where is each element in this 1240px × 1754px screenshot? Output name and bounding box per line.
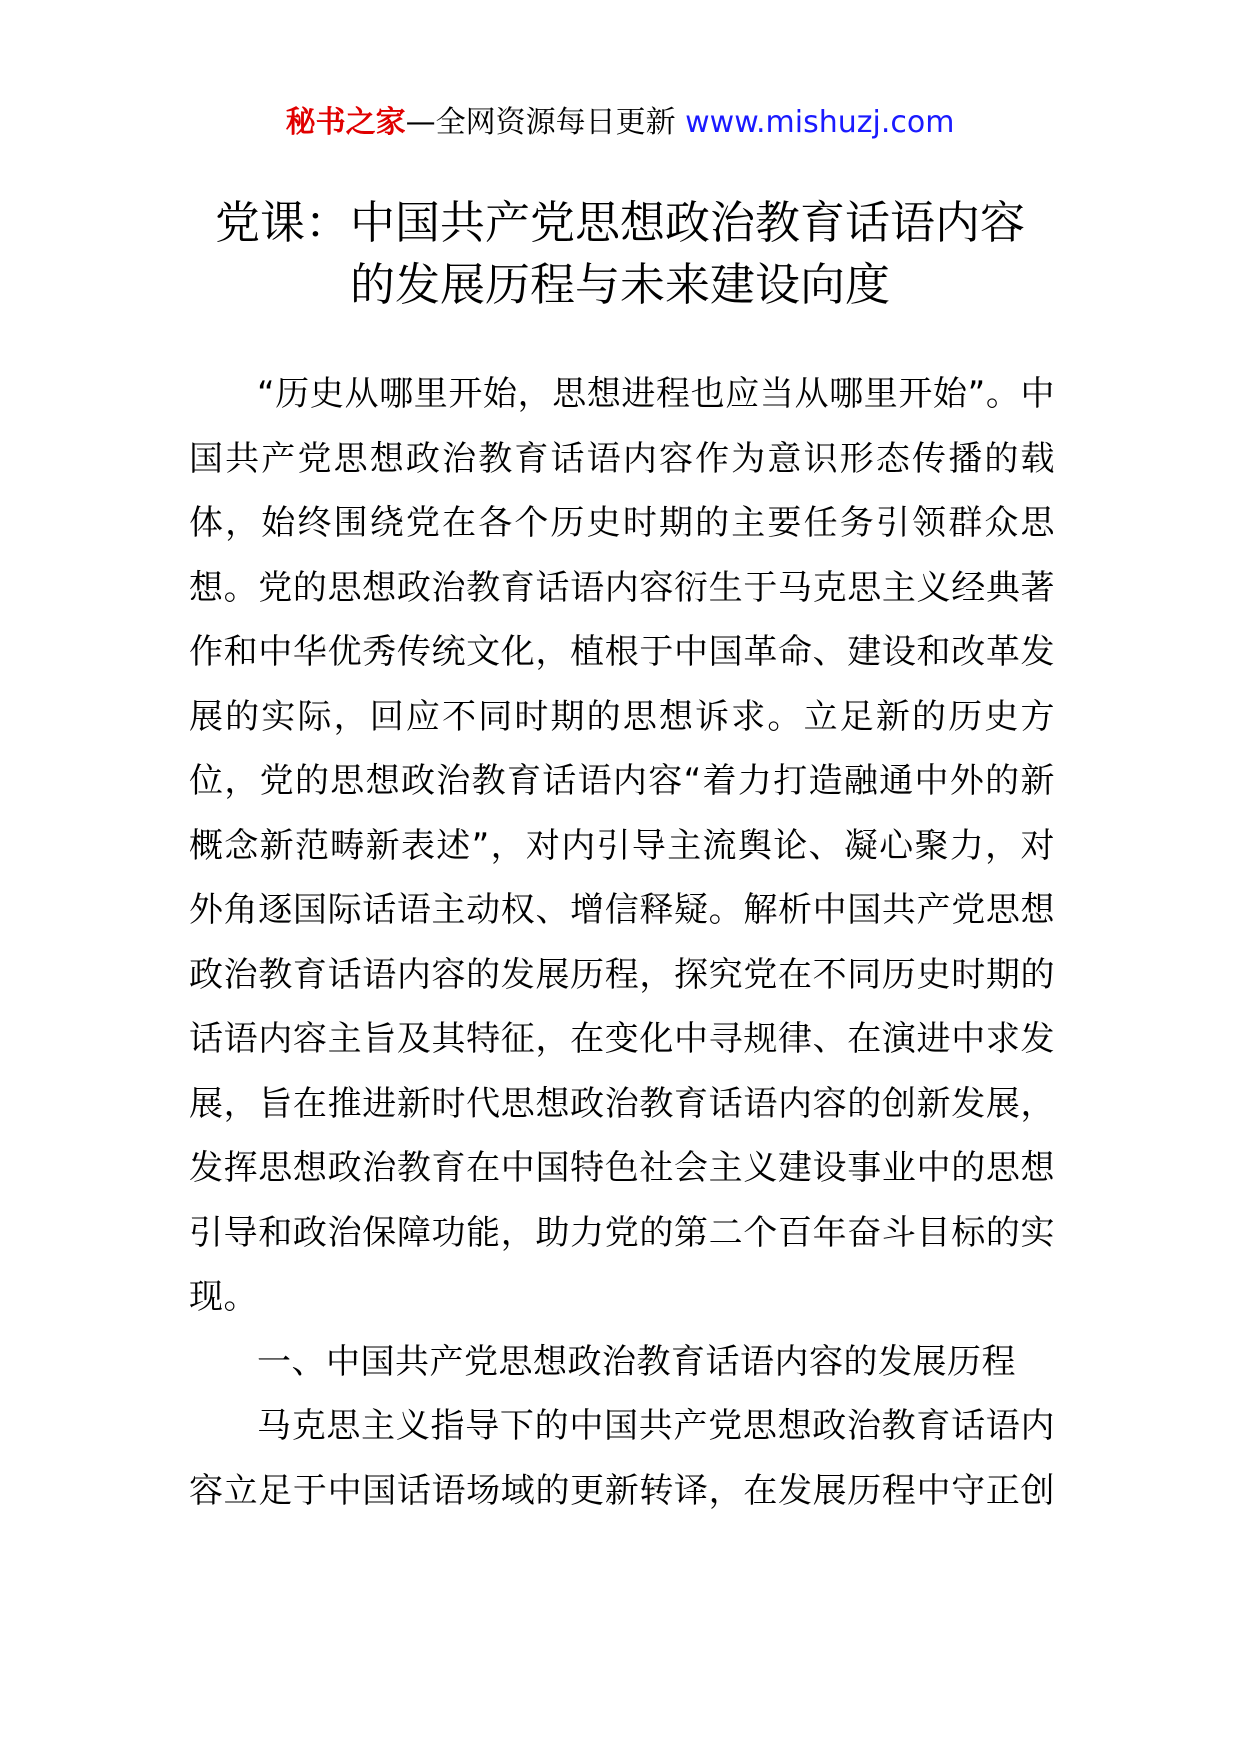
site-url-link[interactable]: www.mishuzj.com xyxy=(685,105,955,140)
body-line-4: 想。党的思想政治教育话语内容衍生于马克思主义经典著 xyxy=(189,567,1055,608)
body-line-10: 政治教育话语内容的发展历程，探究党在不同历史时期的 xyxy=(189,954,1055,995)
body-line-1: “历史从哪里开始，思想进程也应当从哪里开始”。中 xyxy=(257,374,1055,414)
document-body xyxy=(189,362,1055,1523)
section-heading-1: 一、中国共产党思想政治教育话语内容的发展历程 xyxy=(257,1341,1016,1382)
body-line-6: 展的实际，回应不同时期的思想诉求。立足新的历史方 xyxy=(189,696,1055,737)
site-header xyxy=(0,100,1240,146)
body-line-3: 体，始终围绕党在各个历史时期的主要任务引领群众思 xyxy=(189,503,1055,543)
body-line-18: 容立足于中国话语场域的更新转译，在发展历程中守正创 xyxy=(189,1470,1055,1511)
title-line-1: 党课：中国共产党思想政治教育话语内容 xyxy=(214,196,1025,249)
body-line-8: 概念新范畴新表述”，对内引导主流舆论、凝心聚力，对 xyxy=(189,825,1055,866)
body-line-7: 位，党的思想政治教育话语内容“着力打造融通中外的新 xyxy=(189,761,1055,801)
body-line-17: 马克思主义指导下的中国共产党思想政治教育话语内 xyxy=(257,1406,1055,1446)
body-line-15: 现。 xyxy=(189,1277,258,1317)
body-line-9: 外角逐国际话语主动权、增信释疑。解析中国共产党思想 xyxy=(189,890,1055,930)
body-line-5: 作和中华优秀传统文化，植根于中国革命、建设和改革发 xyxy=(189,632,1055,672)
body-line-14: 引导和政治保障功能，助力党的第二个百年奋斗目标的实 xyxy=(189,1212,1055,1253)
site-brand: 秘书之家 xyxy=(285,105,406,140)
body-line-11: 话语内容主旨及其特征，在变化中寻规律、在演进中求发 xyxy=(189,1019,1055,1059)
document-title xyxy=(150,192,1090,316)
site-slogan: —全网资源每日更新 xyxy=(405,105,686,140)
body-line-12: 展，旨在推进新时代思想政治教育话语内容的创新发展， xyxy=(189,1083,1055,1124)
title-line-2: 的发展历程与未来建设向度 xyxy=(349,258,890,311)
body-line-13: 发挥思想政治教育在中国特色社会主义建设事业中的思想 xyxy=(189,1148,1055,1188)
body-line-2: 国共产党思想政治教育话语内容作为意识形态传播的载 xyxy=(189,438,1055,479)
